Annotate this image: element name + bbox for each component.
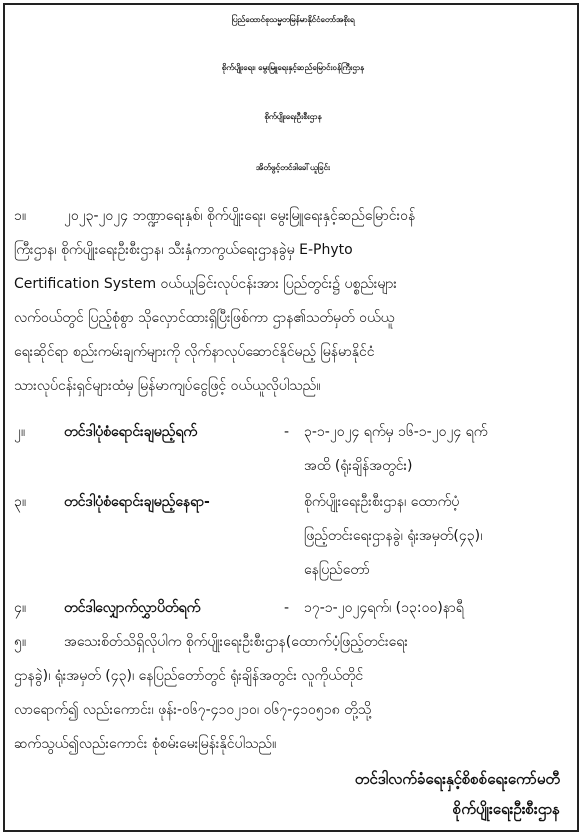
signature-committee: တင်ဒါလက်ခံရေးနှင့်စိစစ်ရေးကော်မတီ [354, 770, 560, 788]
item2-number: ၂။ [14, 424, 26, 440]
title-government: ပြည်ထောင်စုသမ္မတမြန်မာနိုင်ငံတော်အစိုးရ [231, 15, 355, 24]
item3-number: ၃။ [14, 494, 27, 510]
para1-line: သားလုပ်ငန်းရှင်များထံမှ မြန်မာကျပ်ငွေဖြင့် ဝယ်ယူလိုပါသည်။ [14, 378, 321, 394]
para1-line: ၂၀၂၃-၂၀၂၄ ဘဏ္ဍာရေးနှစ်၊ စိုက်ပျိုးရေး၊ မွေးမြူရေးနှင့်ဆည်မြောင်းဝန် [64, 208, 416, 224]
item4-number: ၄။ [14, 600, 27, 616]
para5-line: လာရောက်၍ လည်းကောင်း၊ ဖုန်း-၀၆၇-၄၁၀၂၁၀၊ ၀၆၇-၄၁၀၅၁၈ တို့သို့ [14, 702, 372, 718]
item2-label: တင်ဒါပုံစံရောင်းချမည့်ရက် [64, 424, 198, 440]
item2-dash: - [284, 424, 290, 440]
title-department: စိုက်ပျိုးရေးဦးစီးဌာန [264, 112, 322, 121]
para1-line: ကြီးဌာန၊ စိုက်ပျိုးရေးဦးစီးဌာန၊ သီးနှံကာကွယ်ရေးဌာနခွဲမှ E-Phyto [14, 242, 353, 258]
item3-value: နေပြည်တော် [304, 562, 370, 578]
item3-value: ဖြည့်တင်းရေးဌာနခွဲ၊ ရုံးအမှတ်(၄၃)၊ [304, 528, 483, 544]
para1-line: ရေးဆိုင်ရာ စည်းကမ်းချက်များကို လိုက်နာလုပ်ဆောင်နိုင်မည့် မြန်မာနိုင်ငံ [14, 344, 375, 360]
para1-line: လက်ဝယ်တွင် ပြည့်စုံစွာ သိုလှောင်ထားရှိပြီးဖြစ်ကာ ဌာန၏သတ်မှတ် ဝယ်ယူ [14, 310, 395, 326]
para1-number: ၁။ [14, 208, 27, 224]
para5-line: ဆက်သွယ်၍လည်းကောင်း စုံစမ်းမေးမြန်းနိုင်ပါသည်။ [14, 736, 277, 752]
item3-value: စိုက်ပျိုးရေးဦးစီးဌာန၊ ထောက်ပံ့ [304, 494, 460, 510]
item3-label: တင်ဒါပုံစံရောင်းချမည့်နေရာ- [64, 494, 210, 510]
para5-number: ၅။ [14, 634, 27, 650]
item4-dash: - [284, 600, 290, 616]
para1-line: Certification System ဝယ်ယူခြင်းလုပ်ငန်းအား ပြည်တွင်း၌ ပစ္စည်းများ [14, 276, 397, 292]
item4-label: တင်ဒါလျှောက်လွှာပိတ်ရက် [64, 600, 201, 616]
title-tender-notice: အိတ်ဖွင့်တင်ဒါခေါ်ယူခြင်း [255, 163, 331, 172]
item4-value: ၁၇-၁-၂၀၂၄ရက်၊ (၁၃:၀၀)နာရီ [304, 600, 464, 616]
item2-value: အထိ (ရုံးချိန်အတွင်း) [304, 458, 413, 474]
item2-value: ၃-၁-၂၀၂၄ ရက်မှ ၁၆-၁-၂၀၂၄ ရက် [304, 424, 488, 440]
para5-line: ဌာနခွဲ)၊ ရုံးအမှတ် (၄၃)၊ နေပြည်တော်တွင် ရုံးချိန်အတွင်း လူကိုယ်တိုင် [14, 668, 364, 684]
title-ministry: စိုက်ပျိုးရေး၊ မွေးမြူရေးနှင့်ဆည်မြောင်းဝန်ကြီးဌာန [221, 63, 365, 72]
signature-department: စိုက်ပျိုးရေးဦးစီးဌာန [452, 800, 560, 818]
para5-line: အသေးစိတ်သိရှိလိုပါက စိုက်ပျိုးရေးဦးစီးဌာန(ထောက်ပံ့ဖြည့်တင်းရေး [64, 634, 408, 650]
